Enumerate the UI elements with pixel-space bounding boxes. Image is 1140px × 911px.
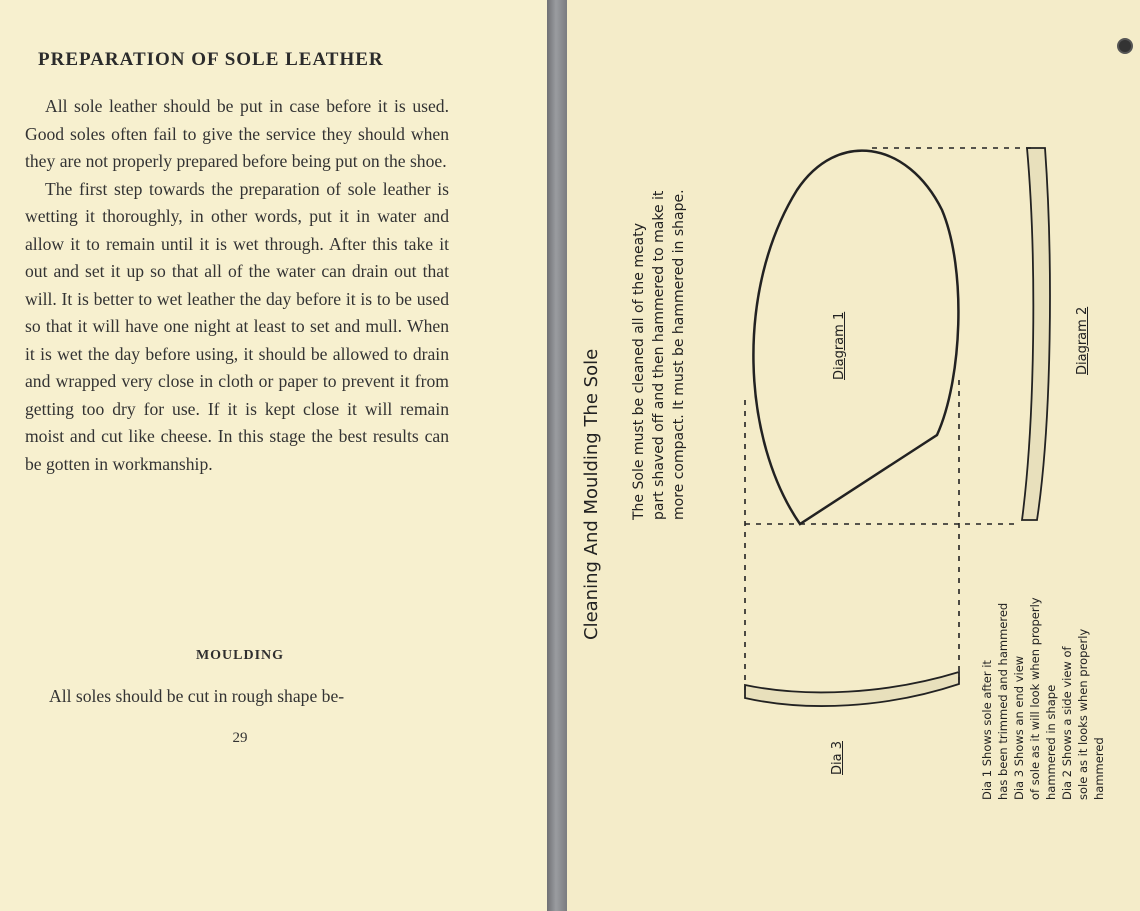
page-title: PREPARATION OF SOLE LEATHER	[38, 49, 384, 70]
legend-line-8: hammered	[1092, 737, 1106, 800]
handwritten-heading: Cleaning And Moulding The Sole	[581, 348, 602, 640]
handwritten-note-3: more compact. It must be hammered in shape.	[671, 189, 687, 520]
diagram-1-sole-outline	[753, 151, 958, 524]
paragraph-1: All sole leather should be put in case before it is used. Good soles often fail to give the service they should when they are not properly prepared before being put on the shoe.	[25, 96, 449, 171]
legend-line-5: hammered in shape	[1044, 684, 1058, 800]
handwritten-note-2: part shaved off and then hammered to make it	[651, 190, 667, 520]
right-page	[567, 0, 1140, 911]
construction-lines	[745, 148, 1037, 690]
diagram-3-end-view	[745, 672, 959, 706]
body-text	[25, 93, 449, 478]
diagram-3-label: Dia 3	[830, 741, 845, 775]
diagram-2-label: Diagram 2	[1075, 306, 1090, 375]
left-page	[0, 0, 547, 911]
legend-line-1: Dia 1 Shows sole after it	[980, 660, 994, 800]
legend-line-2: has been trimmed and hammered	[996, 602, 1010, 800]
subheading-moulding: MOULDING	[195, 648, 285, 663]
legend-line-6: Dia 2 Shows a side view of	[1060, 646, 1074, 800]
paragraph-3: All soles should be cut in rough shape be-	[49, 686, 345, 706]
handwritten-note-1: The Sole must be cleaned all of the meaty	[631, 223, 647, 520]
legend-line-7: sole as it looks when properly	[1076, 628, 1090, 800]
legend-line-3: Dia 3 Shows an end view	[1012, 655, 1026, 800]
page-number: 29	[232, 730, 248, 746]
legend-line-4: of sole as it will look when properly	[1028, 597, 1042, 800]
paragraph-2: The first step towards the preparation of sole leather is wetting it thoroughly, in other words, put it in water and allow it to remain until it is wet through. After this take it out and set it up so that all of the water can drain out that will. It is better to wet leather the day before it is to be used so that it will have one night at least to set and mull. When it is wet the day before using, it should be allowed to drain and wrapped very close in cloth or paper to prevent it from getting too dry for use. If it is kept close it will remain moist and cut like cheese. In this stage the best results can be gotten in workmanship.	[25, 178, 449, 474]
library-stamp-mark	[1117, 38, 1133, 54]
diagram-2-side-view	[1022, 148, 1050, 520]
diagram-1-label: Diagram 1	[832, 311, 847, 380]
book-gutter	[547, 0, 567, 911]
